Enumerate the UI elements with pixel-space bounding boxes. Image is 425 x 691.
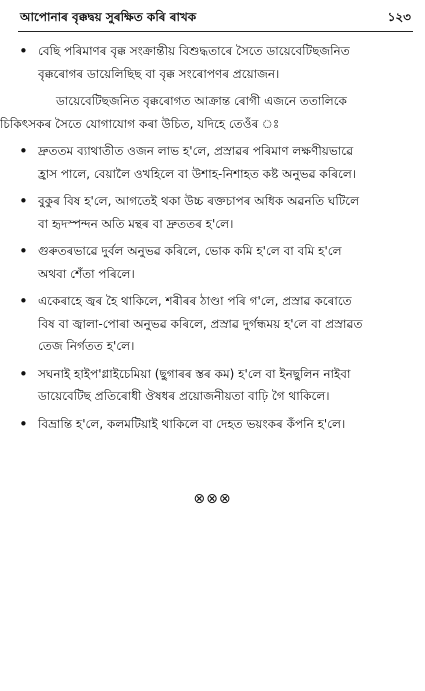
- bullet-marker: •: [19, 292, 28, 310]
- intro-paragraph: [0, 90, 413, 135]
- bullet-marker: •: [19, 364, 28, 383]
- bullet-text-line: বৃক্কৰোগৰ ডায়েলিছিছ বা বৃক্ক সংৰোপণৰ প্ৰয়োজন।: [38, 66, 280, 81]
- page-body: [0, 40, 413, 440]
- page-header: [20, 8, 411, 30]
- running-title: আপোনাৰ বৃক্কদ্বয় সুৰক্ষিত কৰি ৰাখক: [20, 10, 197, 24]
- bullet-marker: •: [19, 192, 28, 210]
- bullet-text-line: গুৰুতৰভাৱে দুৰ্বল অনুভৱ কৰিলে, ভোক কমি হ'লে বা বমি হ'লে: [38, 244, 342, 258]
- bullet-marker: •: [19, 242, 28, 260]
- bullet-text-line: সঘনাই হাইপ'গ্লাইচেমিয়া (ছুগাৰৰ স্তৰ কম) হ'লে বা ইনছুলিন নাইবা: [38, 366, 351, 381]
- paragraph-line: চিকিৎসকৰ সৈতে যোগাযোগ কৰা উচিত, যদিহে তেওঁৰ ঃ: [0, 116, 280, 131]
- bullet-item-confusion: [0, 413, 413, 436]
- bullet-text-line: তেজ নিৰ্গতত হ'লে।: [38, 339, 135, 353]
- bullet-marker: •: [19, 414, 28, 433]
- bullet-item-chest-pain: [0, 190, 413, 235]
- bullet-text-line: বিভ্ৰান্তি হ'লে, কলমটিয়াই থাকিলে বা দেহত ভয়ংকৰ কঁপনি হ'লে।: [38, 416, 346, 431]
- bullet-text-line: অথবা শেঁতা পৰিলে।: [38, 266, 135, 281]
- bullet-text-line: একেৰাহে জ্বৰ হৈ থাকিলে, শৰীৰৰ ঠাণ্ডা পৰি গ'লে, প্ৰস্ৰাৱ কৰোতে: [38, 294, 352, 308]
- bullet-text-line: বা হৃদস্পন্দন অতি মন্থৰ বা দ্ৰুততৰ হ'লে।: [38, 216, 234, 231]
- bullet-item-dialysis: [0, 40, 413, 85]
- bullet-text-line: হ্ৰাস পালে, বেয়ালৈ ওখহিলে বা উশাহ-নিশাহত কষ্ট অনুভৱ কৰিলে।: [38, 166, 357, 181]
- bullet-marker: •: [19, 142, 28, 160]
- bullet-marker: •: [19, 42, 28, 60]
- bullet-text-line: বিষ বা জ্বালা-পোৰা অনুভৱ কৰিলে, প্ৰস্ৰাৱ দুৰ্গন্ধময় হ'লে বা প্ৰস্ৰাৱত: [38, 316, 363, 331]
- bullet-item-hypoglycemia: [0, 363, 413, 408]
- bullet-text-line: দ্ৰুততম ব্যাথাতীত ওজন লাভ হ'লে, প্ৰস্ৰাৱৰ পৰিমাণ লক্ষণীয়ভাৱে: [38, 144, 354, 158]
- header-rule: [18, 31, 413, 32]
- bullet-item-weight-gain: [0, 140, 413, 185]
- bullet-item-weakness: [0, 240, 413, 285]
- section-end-ornament: ⊗⊗⊗: [193, 491, 232, 507]
- paragraph-line: ডায়েবেটিছজনিত বৃক্কৰোগত আক্ৰান্ত ৰোগী এজনে ততালিকে: [56, 94, 347, 108]
- page-number: ১২৩: [387, 10, 411, 24]
- bullet-text-line: বেছি পৰিমাণৰ বৃক্ক সংক্ৰান্তীয় বিশুদ্ধতাৰে সৈতে ডায়েবেটিছজনিত: [38, 44, 350, 58]
- bullet-item-fever: [0, 290, 413, 358]
- bullet-text-line: বুকুৰ বিষ হ'লে, আগতেই থকা উচ্চ ৰক্তচাপৰ অধিক অৱনতি ঘটিলে: [38, 194, 360, 208]
- bullet-text-line: ডায়েবেটিছ প্ৰতিৰোধী ঔষধৰ প্ৰয়োজনীয়তা বাঢ়ি গৈ থাকিলে।: [38, 389, 330, 403]
